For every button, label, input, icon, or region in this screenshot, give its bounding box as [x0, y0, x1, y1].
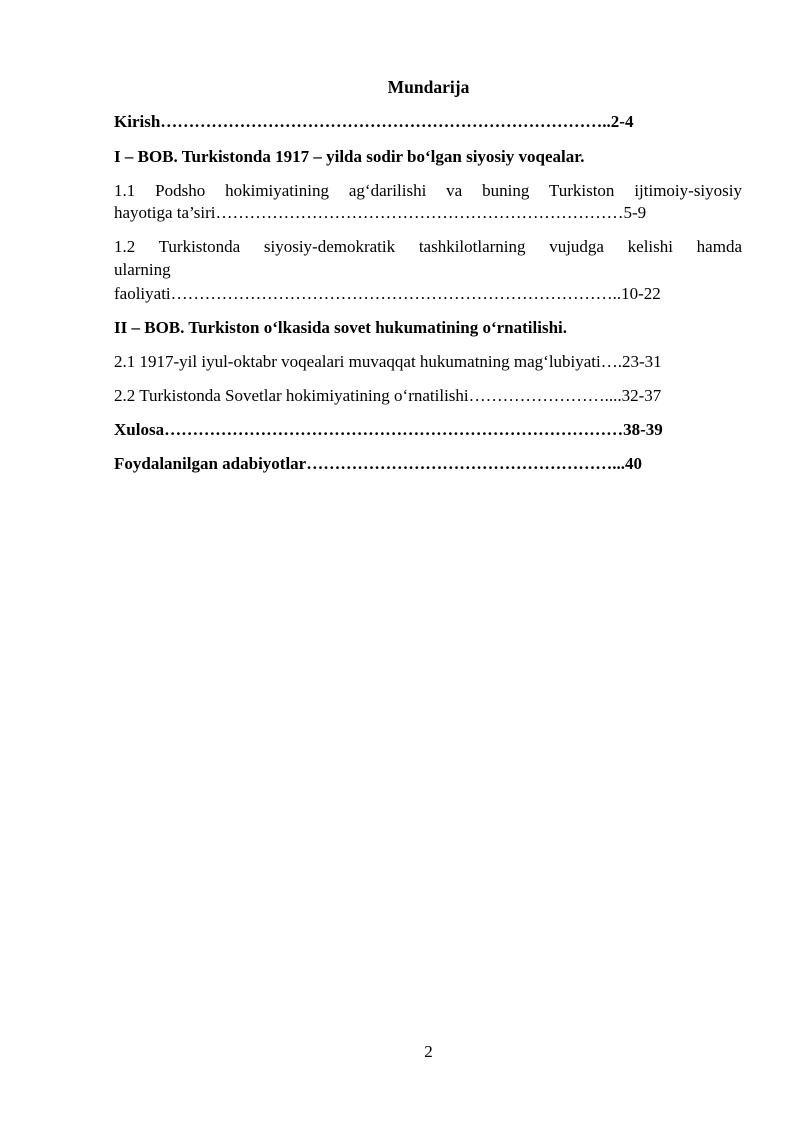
- toc-section-1-1-line-1: 1.1 Podsho hokimiyatining ag‘darilishi va buning Turkiston ijtimoiy-siyosiy: [114, 181, 742, 200]
- toc-entry-adabiyotlar: Foydalanilgan adabiyotlar………………………………………………...40: [114, 454, 642, 473]
- toc-chapter-2-heading: II – BOB. Turkiston o‘lkasida sovet hukumatining o‘rnatilishi.: [114, 318, 567, 337]
- toc-section-1-2-line-1: 1.2 Turkistonda siyosiy-demokratik tashkilotlarning vujudga kelishi hamda: [114, 237, 742, 256]
- toc-section-1-2-line-2: ularning: [114, 260, 171, 279]
- toc-chapter-1-heading: I – BOB. Turkistonda 1917 – yilda sodir bo‘lgan siyosiy voqealar.: [114, 147, 585, 166]
- toc-section-2-2: 2.2 Turkistonda Sovetlar hokimiyatining o‘rnatilishi……………………....32-37: [114, 386, 662, 405]
- toc-section-2-1: 2.1 1917-yil iyul-oktabr voqealari muvaqqat hukumatning mag‘lubiyati….23-31: [114, 352, 662, 371]
- page-number: 2: [424, 1042, 433, 1061]
- toc-entry-xulosa: Xulosa………………………………………………………………………38-39: [114, 420, 663, 439]
- toc-section-1-1-line-2: hayotiga ta’siri………………………………………………………………5-9: [114, 203, 647, 222]
- toc-entry-kirish: Kirish……………………………………………………………………..2-4: [114, 112, 634, 131]
- toc-title: Mundarija: [387, 77, 470, 97]
- toc-section-1-2-line-3: faoliyati……………………………………………………………………..10-22: [114, 284, 661, 303]
